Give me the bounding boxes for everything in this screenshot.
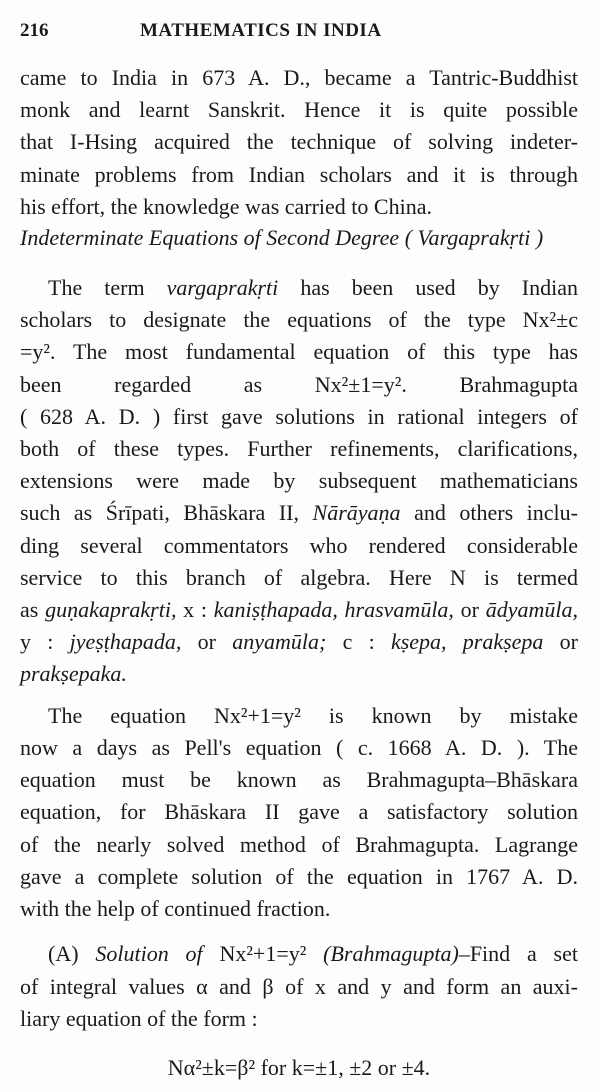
text-segment: ding several commentators who rendered considerable (20, 533, 578, 558)
text-line (20, 498, 578, 528)
italic-term: Indeterminate Equations of Second Degree ( Vargaprakṛti ) (20, 225, 544, 250)
text-segment: of integral values α and β of x and y and form an auxi- (20, 974, 578, 999)
text-line (20, 733, 578, 763)
page-number: 216 (20, 20, 49, 41)
text-line (20, 765, 578, 795)
text-segment: as (20, 597, 46, 622)
text-segment: now a days as Pell's equation ( c. 1668 A. D. ). The (20, 735, 578, 760)
text-segment: =y². The most fundamental equation of this type has (20, 339, 578, 364)
text-segment: The term (48, 275, 167, 300)
italic-term: guṇakaprakṛti, (45, 597, 177, 622)
text-line (20, 127, 578, 157)
italic-term: (Brahmagupta) (323, 941, 459, 966)
italic-term: kṣepa, (390, 629, 447, 654)
text-line (20, 595, 578, 625)
running-header (20, 20, 580, 50)
text-segment: c : (326, 629, 391, 654)
text-line (20, 563, 578, 593)
text-segment: his effort, the knowledge was carried to China. (20, 194, 432, 219)
italic-term: jyeṣṭhapada, (69, 629, 182, 654)
text-segment: of the nearly solved method of Brahmagupta. Lagrange (20, 832, 578, 857)
text-segment: (A) (48, 941, 96, 966)
text-segment: –Find a set (458, 941, 578, 966)
text-segment: scholars to designate the equations of the type Nx²±c (20, 307, 578, 332)
text-line (20, 972, 578, 1002)
text-line (48, 939, 578, 969)
text-segment: equation must be known as Brahmagupta–Bhāskara (20, 767, 578, 792)
text-line (20, 402, 578, 432)
text-segment: The equation Nx²+1=y² is known by mistake (48, 703, 578, 728)
text-segment: and others inclu- (400, 500, 578, 525)
text-segment: has been used by Indian (278, 275, 578, 300)
text-line (20, 305, 578, 335)
text-segment (447, 629, 463, 654)
section-heading (20, 223, 578, 253)
text-segment: gave a complete solution of the equation in 1767 A. D. (20, 864, 578, 889)
text-segment: extensions were made by subsequent mathematicians (20, 468, 578, 493)
text-segment: with the help of continued fraction. (20, 896, 331, 921)
text-line (20, 466, 578, 496)
text-line (20, 531, 578, 561)
text-segment: or (543, 629, 579, 654)
italic-term: vargaprakṛti (166, 275, 279, 300)
text-line (20, 659, 578, 689)
text-segment: or (181, 629, 233, 654)
text-line (48, 273, 578, 303)
text-segment: both of these types. Further refinements, clarifications, (20, 436, 578, 461)
text-segment: monk and learnt Sanskrit. Hence it is quite possible (20, 97, 578, 122)
text-line (20, 862, 578, 892)
text-line (20, 1004, 578, 1034)
italic-term: anyamūla; (232, 629, 327, 654)
text-line (20, 160, 578, 190)
text-segment: x : (176, 597, 214, 622)
italic-term: prakṣepa (462, 629, 544, 654)
text-segment: that I-Hsing acquired the technique of solving indeter- (20, 129, 578, 154)
text-line (20, 830, 578, 860)
text-line (20, 370, 578, 400)
text-segment: minate problems from Indian scholars and it is through (20, 162, 578, 187)
equation-line (20, 1053, 578, 1083)
text-segment: y : (20, 629, 70, 654)
text-segment: Nα²±k=β² for k=±1, ±2 or ±4. (167, 1055, 431, 1080)
text-segment: service to this branch of algebra. Here N is termed (20, 565, 578, 590)
text-segment: or (453, 597, 486, 622)
text-segment: ( 628 A. D. ) first gave solutions in rational integers of (20, 404, 578, 429)
text-segment: liary equation of the form : (20, 1006, 258, 1031)
italic-term: prakṣepaka. (20, 661, 127, 686)
text-line (20, 797, 578, 827)
text-segment: came to India in 673 A. D., became a Tantric-Buddhist (20, 65, 578, 90)
text-segment: been regarded as Nx²±1=y². Brahmagupta (20, 372, 578, 397)
text-line (20, 434, 578, 464)
text-line (20, 337, 578, 367)
running-title: MATHEMATICS IN INDIA (140, 20, 382, 41)
italic-term: kaniṣṭhapada, hrasvamūla, (213, 597, 454, 622)
text-segment: such as Śrīpati, Bhāskara II, (20, 500, 313, 525)
text-segment: Nx²+1=y² (202, 941, 324, 966)
italic-term: Solution of (95, 941, 203, 966)
italic-term: ādyamūla, (485, 597, 578, 622)
text-line (20, 63, 578, 93)
text-line (48, 701, 578, 731)
text-line (20, 627, 578, 657)
text-segment: equation, for Bhāskara II gave a satisfactory solution (20, 799, 578, 824)
text-line (20, 894, 578, 924)
text-line (20, 95, 578, 125)
italic-term: Nārāyaṇa (312, 500, 401, 525)
text-line (20, 192, 578, 222)
